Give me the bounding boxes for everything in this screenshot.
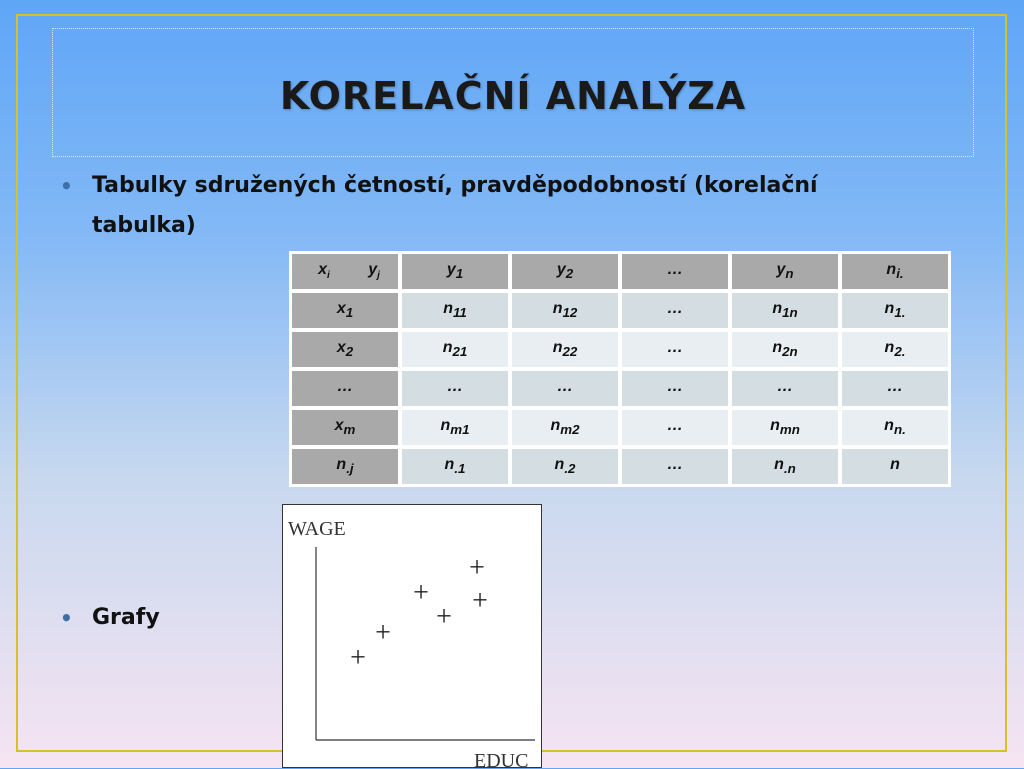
table-cell: $n_{12}$ (510, 291, 620, 330)
table-cell: … (620, 330, 730, 369)
table-cell: n (840, 447, 950, 486)
table-row-head: $x_2$ (290, 330, 400, 369)
table-cell: … (510, 369, 620, 408)
table-cell: … (730, 369, 840, 408)
corner-y: $y_j$ (368, 261, 380, 282)
scatter-point: + (350, 642, 366, 674)
scatter-svg (283, 505, 543, 769)
table-header-cell: $y_2$ (510, 252, 620, 291)
table-cell: $n_{22}$ (510, 330, 620, 369)
slide-title: KORELAČNÍ ANALÝZA (279, 73, 747, 118)
table-header-cell: $y_1$ (400, 252, 510, 291)
table-cell: $n_{21}$ (400, 330, 510, 369)
table-cell: $n_{2.}$ (840, 330, 950, 369)
table-cell: … (620, 291, 730, 330)
bullet-dot-icon: • (60, 606, 73, 630)
title-box (52, 28, 974, 157)
bullet-text: Grafy (92, 605, 160, 630)
table-cell: … (400, 369, 510, 408)
scatter-point: + (375, 617, 391, 649)
bullet-line-2: tabulka) (92, 213, 196, 238)
table-row-head: $x_1$ (290, 291, 400, 330)
table-cell: $n_{1n}$ (730, 291, 840, 330)
scatter-point: + (472, 585, 488, 617)
table-cell: $n_{.n}$ (730, 447, 840, 486)
table-cell: $n_{m2}$ (510, 408, 620, 447)
table-row (290, 330, 950, 369)
table-cell: … (620, 369, 730, 408)
table-header-cell: $n_{i.}$ (840, 252, 950, 291)
table-row (290, 408, 950, 447)
table-cell: $n_{m1}$ (400, 408, 510, 447)
corner-x: $x_i$ (318, 261, 330, 282)
table-cell: $n_{.1}$ (400, 447, 510, 486)
table-cell: $n_{11}$ (400, 291, 510, 330)
bullet-dot-icon: • (60, 174, 73, 198)
table-header-row (290, 252, 950, 291)
scatter-point: + (469, 552, 485, 584)
x-axis-label: EDUC (474, 750, 529, 769)
table-cell: $n_{1.}$ (840, 291, 950, 330)
table-header-cell: $y_n$ (730, 252, 840, 291)
table-header-cell: … (620, 252, 730, 291)
table-row (290, 447, 950, 486)
scatter-plot (282, 504, 542, 768)
table-cell: … (620, 447, 730, 486)
table-cell: $n_{2n}$ (730, 330, 840, 369)
table-row-head: … (290, 369, 400, 408)
table-row-head: $n_{.j}$ (290, 447, 400, 486)
scatter-point: + (413, 577, 429, 609)
table-row-head: $x_m$ (290, 408, 400, 447)
table-corner-cell (290, 252, 400, 291)
table-cell: $n_{n.}$ (840, 408, 950, 447)
table-row (290, 291, 950, 330)
table-cell: … (620, 408, 730, 447)
bullet-text (92, 166, 818, 246)
table-row (290, 369, 950, 408)
correlation-table (289, 251, 951, 487)
scatter-points (350, 552, 488, 673)
y-axis-label: WAGE (288, 518, 346, 540)
scatter-point: + (436, 601, 452, 633)
bullet-line-1: Tabulky sdružených četností, pravděpodobností (korelační (92, 173, 818, 198)
table-cell: $n_{.2}$ (510, 447, 620, 486)
table-cell: $n_{mn}$ (730, 408, 840, 447)
table-cell: … (840, 369, 950, 408)
